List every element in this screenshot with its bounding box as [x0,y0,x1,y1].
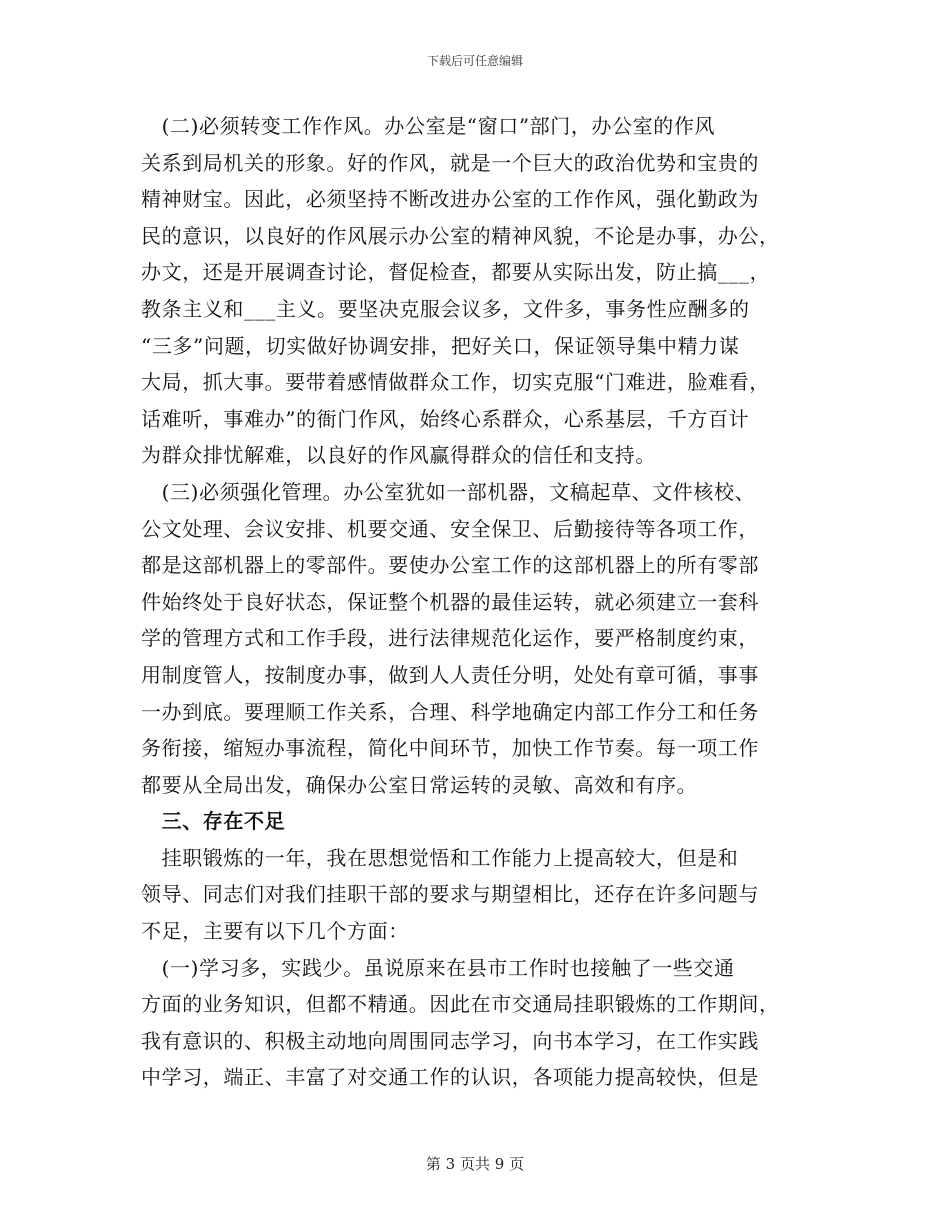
text-line: 办文，还是开展调查讨论，督促检查，都要从实际出发，防止搞___， [141,260,771,285]
text-line: 挂职锻炼的一年，我在思想觉悟和工作能力上提高较大，但是和 [141,845,739,870]
text-line: (三)必须强化管理。办公室犹如一部机器，文稿起草、文件核校、 [141,479,756,504]
text-line: 我有意识的、积极主动地向周围同志学习，向书本学习，在工作实践 [141,1028,759,1053]
text-line: 方面的业务知识，但都不精通。因此在市交通局挂职锻炼的工作期间， [141,992,780,1017]
text-line: “三多”问题，切实做好协调安排，把好关口，保证领导集中精力谋 [141,333,740,358]
document-body [141,108,811,1096]
text-line: 用制度管人，按制度办事，做到人人责任分明，处处有章可循，事事 [141,662,759,687]
text-line: (一)学习多，实践少。虽说原来在县市工作时也接触了一些交通 [141,955,735,980]
text-line: 中学习，端正、丰富了对交通工作的认识，各项能力提高较快，但是 [141,1065,759,1090]
text-line: 都是这部机器上的零部件。要使办公室工作的这部机器上的所有零部 [141,553,759,578]
text-line: 公文处理、会议安排、机要交通、安全保卫、后勤接待等各项工作， [141,516,759,541]
text-line: 不足，主要有以下几个方面： [141,919,409,944]
text-line: 一办到底。要理顺工作关系，合理、科学地确定内部工作分工和任务 [141,699,759,724]
text-line: 领导、同志们对我们挂职干部的要求与期望相比，还存在许多问题与 [141,882,759,907]
text-line: 话难听，事难办”的衙门作风，始终心系群众，心系基层，千方百计 [141,406,750,431]
text-line: 件始终处于良好状态，保证整个机器的最佳运转，就必须建立一套科 [141,589,759,614]
text-line: 教条主义和___主义。要坚决克服会议多，文件多，事务性应酬多的 [141,296,750,321]
text-line: 学的管理方式和工作手段，进行法律规范化运作，要严格制度约束， [141,626,759,651]
page-number: 第 3 页共 9 页 [425,1155,525,1173]
text-line: 都要从全局出发，确保办公室日常运转的灵敏、高效和有序。 [141,772,698,797]
page-header: 下载后可任意编辑 [426,54,523,68]
section-heading: 三、存在不足 [141,809,286,834]
text-line: 为群众排忧解难，以良好的作风赢得群众的信任和支持。 [141,443,656,468]
text-line: 大局，抓大事。要带着感情做群众工作，切实克服“门难进，脸难看， [141,370,770,395]
text-line: (二)必须转变工作作风。办公室是“窗口”部门，办公室的作风 [141,114,716,138]
text-line: 民的意识，以良好的作风展示办公室的精神风貌，不论是办事，办公， [141,223,780,248]
text-line: 关系到局机关的形象。好的作风，就是一个巨大的政治优势和宝贵的 [141,150,759,175]
text-line: 精神财宝。因此，必须坚持不断改进办公室的工作作风，强化勤政为 [141,187,759,212]
text-line: 务衔接，缩短办事流程，简化中间环节，加快工作节奏。每一项工作 [141,736,759,761]
